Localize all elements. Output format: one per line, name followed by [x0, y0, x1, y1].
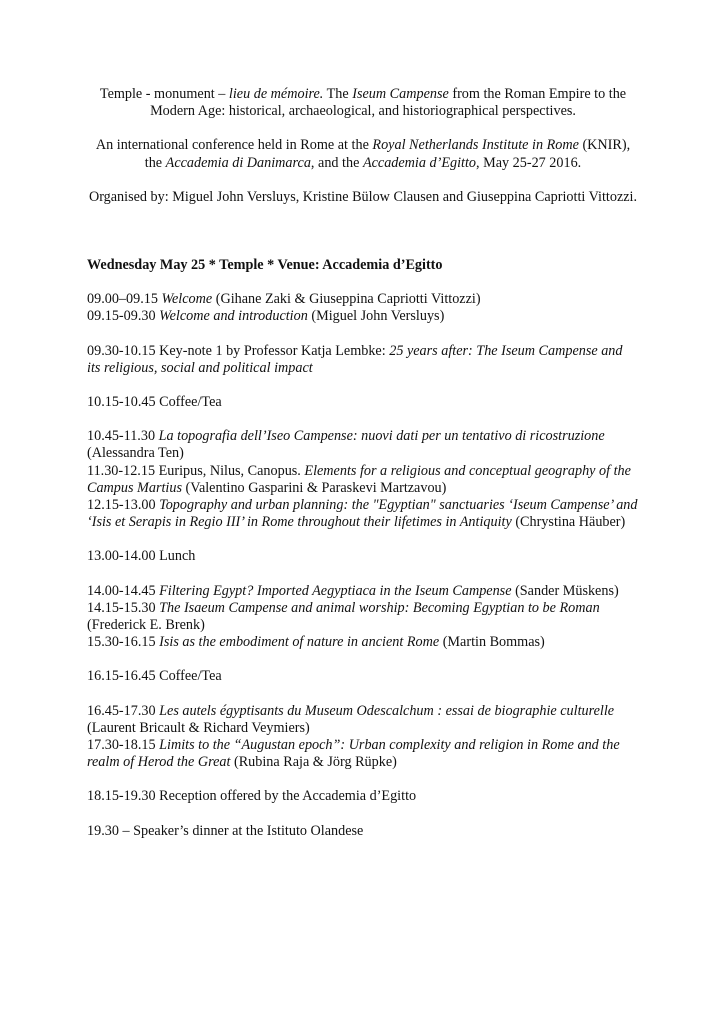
break-coffee-1: 10.15-10.45 Coffee/Tea [87, 394, 222, 411]
organisers: Organised by: Miguel John Versluys, Kristine Bülow Clausen and Giuseppina Capriotti Vittozzi. [88, 188, 638, 205]
reception: 18.15-19.30 Reception offered by the Accademia d’Egitto [87, 788, 417, 805]
session-topografia: 10.45-11.30 La topografia dell’Iseo Campense: nuovi dati per un tentativo di ricostruzione (Alessandra Ten) [87, 428, 605, 462]
session-topography-urban-planning: 12.15-13.00 Topography and urban planning: the "Egyptian" sanctuaries ‘Iseum Campense’ and ‘Isis et Serapis in Regio III’ in Rome throughout their lifetimes in Antiquity (Chrystina Häuber) [87, 497, 638, 531]
session-euripus: 11.30-12.15 Euripus, Nilus, Canopus. Elements for a religious and conceptual geography of the Campus Martius (Valentino Gasparini & Paraskevi Martzavou) [87, 462, 631, 496]
session-animal-worship: 14.15-15.30 The Isaeum Campense and animal worship: Becoming Egyptian to be Roman (Frederick E. Brenk) [87, 599, 600, 634]
day-heading: Wednesday May 25 * Temple * Venue: Accademia d’Egitto [87, 257, 443, 274]
break-lunch: 13.00-14.00 Lunch [87, 548, 196, 565]
conference-venue-note: An international conference held in Rome at the Royal Netherlands Institute in Rome (KNIR), the Accademia di Danimarca, and the Accademia d’Egitto, May 25-27 2016. [95, 137, 631, 171]
session-introduction: 09.15-09.30 Welcome and introduction (Miguel John Versluys) [87, 308, 445, 325]
conference-title: Temple - monument – lieu de mémoire. The Iseum Campense from the Roman Empire to the Modern Age: historical, archaeological, and historiographical perspectives. [99, 86, 627, 120]
session-autels: 16.45-17.30 Les autels égyptisants du Museum Odescalchum : essai de biographie culturelle (Laurent Bricault & Richard Veymiers) [87, 702, 615, 736]
document-page [87, 86, 639, 840]
speakers-dinner: 19.30 – Speaker’s dinner at the Istituto Olandese [87, 822, 364, 839]
break-coffee-2: 16.15-16.45 Coffee/Tea [87, 668, 222, 685]
session-isis-nature: 15.30-16.15 Isis as the embodiment of nature in ancient Rome (Martin Bommas) [87, 634, 545, 651]
session-augustan-epoch: 17.30-18.15 Limits to the “Augustan epoch”: Urban complexity and religion in Rome and the realm of Herod the Great (Rubina Raja & Jörg Rüpke) [87, 737, 620, 771]
session-keynote: 09.30-10.15 Key-note 1 by Professor Katja Lembke: 25 years after: The Iseum Campense and its religious, social and political impact [87, 342, 623, 376]
session-welcome: 09.00–09.15 Welcome (Gihane Zaki & Giuseppina Capriotti Vittozzi) [87, 291, 481, 308]
session-filtering-egypt: 14.00-14.45 Filtering Egypt? Imported Aegyptiaca in the Iseum Campense (Sander Müskens) [87, 582, 619, 599]
